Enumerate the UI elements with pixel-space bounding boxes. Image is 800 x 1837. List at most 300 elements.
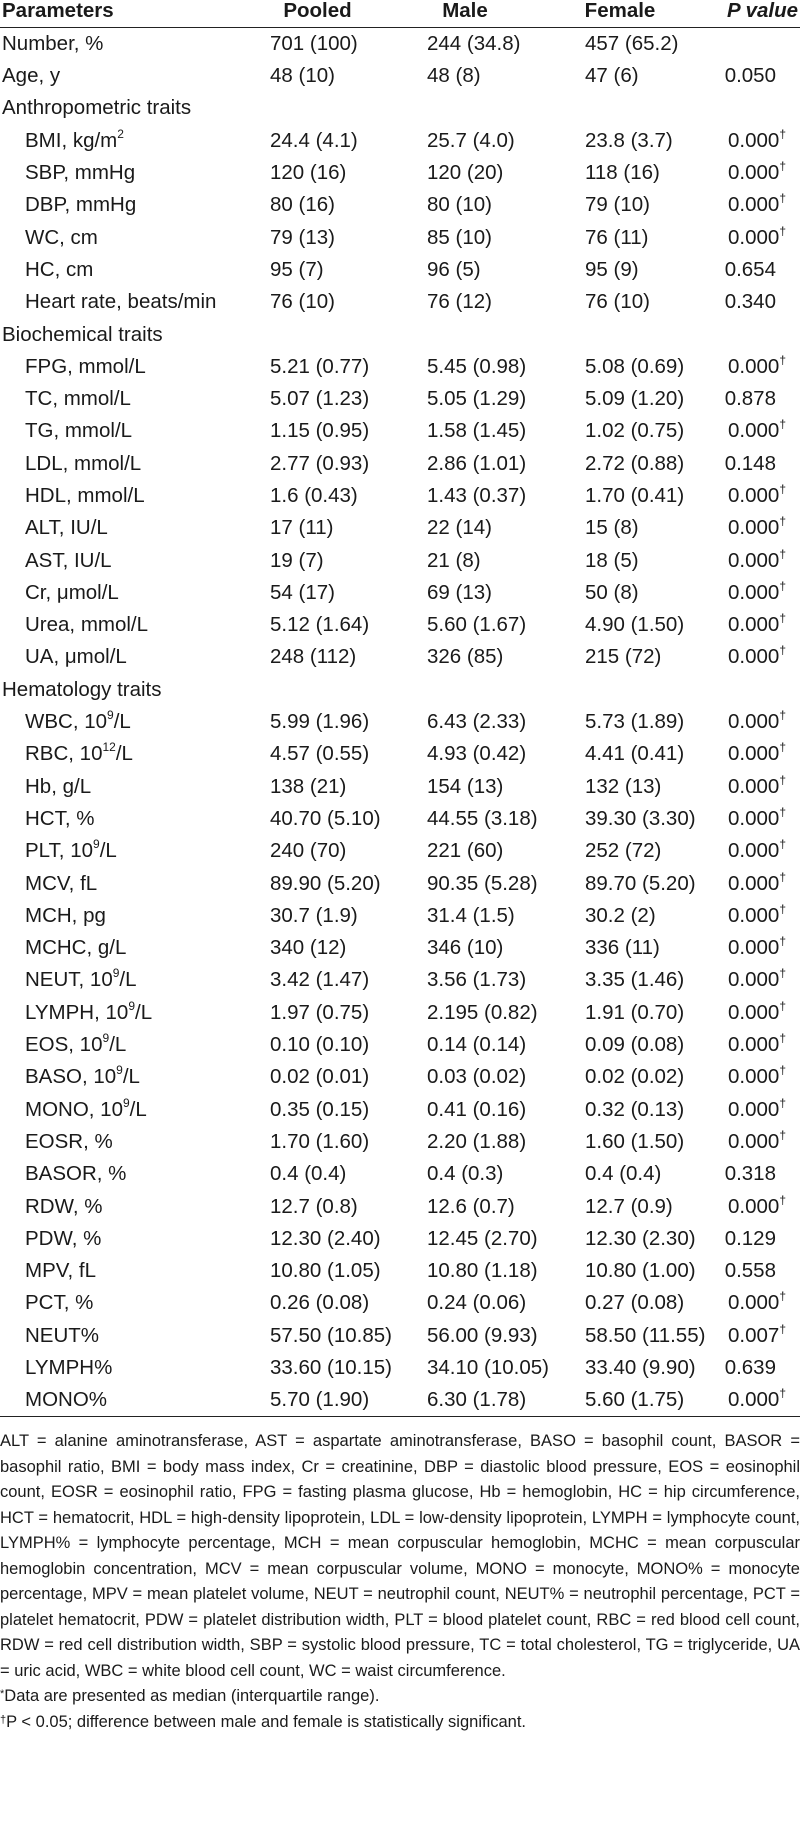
pooled-value: 1.97 (0.75): [270, 1000, 370, 1024]
significance-dagger: †: [779, 708, 786, 723]
female-value: 0.27 (0.08): [585, 1291, 685, 1315]
female-value: 0.09 (0.08): [585, 1033, 685, 1057]
female-value: 5.73 (1.89): [585, 710, 685, 734]
p-value-text: 0.318: [724, 1162, 776, 1186]
male-value: 31.4 (1.5): [427, 903, 515, 927]
significance-dagger: †: [779, 1095, 786, 1110]
header-pooled: Pooled: [250, 0, 385, 28]
median-note-text: Data are presented as median (interquartile range).: [4, 1687, 380, 1706]
p-value-text: 0.000: [728, 903, 780, 927]
p-value: [695, 1287, 800, 1319]
unit-exponent: 9: [116, 1063, 123, 1078]
p-value-text: 0.000: [728, 1033, 780, 1057]
pooled-value: 340 (12): [270, 936, 347, 960]
p-value: [695, 1061, 800, 1093]
pooled-value: 701 (100): [270, 32, 358, 55]
unit-exponent: 9: [122, 1095, 130, 1110]
significance-dagger: †: [779, 869, 786, 884]
parameter-label: [0, 835, 250, 867]
parameter-text: PLT, 10: [25, 839, 93, 863]
male-value: 80 (10): [427, 193, 492, 217]
female-value: 12.7 (0.9): [585, 1194, 673, 1218]
parameter-text: LYMPH, 10: [25, 1000, 129, 1024]
pooled-value: 79 (13): [270, 225, 335, 249]
significance-dagger: †: [779, 901, 786, 916]
female-value: 23.8 (3.7): [585, 128, 673, 152]
p-value: [695, 1190, 800, 1222]
significance-dagger: †: [779, 611, 786, 626]
p-value: [695, 1029, 800, 1061]
p-value: [695, 1384, 800, 1417]
pooled-value: 1.70 (1.60): [270, 1129, 370, 1153]
male-value: 1.58 (1.45): [427, 419, 527, 443]
p-value-text: 0.000: [728, 1065, 780, 1089]
female-value: 10.80 (1.00): [585, 1259, 696, 1283]
p-value: [695, 1126, 800, 1158]
pooled-value: 5.70 (1.90): [250, 1384, 385, 1417]
male-value: 346 (10): [427, 936, 504, 960]
pooled-value: 4.57 (0.55): [270, 742, 370, 766]
table-row: [0, 867, 800, 899]
parameter-text: LDL, mmol/L: [25, 451, 142, 475]
female-value: 15 (8): [585, 516, 639, 540]
p-value-text: 0.878: [724, 387, 776, 411]
female-value: 132 (13): [585, 774, 662, 798]
parameter-text: WC, cm: [25, 225, 98, 249]
female-value: 47 (6): [585, 64, 639, 88]
parameter-text: BASOR, %: [25, 1162, 127, 1186]
p-value-text: 0.000: [728, 645, 780, 669]
parameter-label: [0, 1061, 250, 1093]
parameter-label: [0, 641, 250, 673]
table-row: [0, 1287, 800, 1319]
p-value: [695, 771, 800, 803]
group-label: [0, 92, 250, 124]
parameter-label: [0, 771, 250, 803]
parameter-label: [0, 157, 250, 189]
parameter-label: [0, 60, 250, 92]
p-value: [695, 254, 800, 286]
parameter-label: [0, 577, 250, 609]
header-female: Female: [545, 0, 695, 28]
parameter-text: Anthropometric traits: [2, 96, 192, 120]
p-value: [695, 189, 800, 221]
unit-suffix: /L: [129, 1097, 147, 1121]
significance-dagger: †: [779, 546, 786, 561]
p-value: [695, 1320, 800, 1352]
p-value: [695, 900, 800, 932]
parameter-text: Cr, μmol/L: [25, 580, 119, 604]
female-value: 0.32 (0.13): [585, 1097, 685, 1121]
p-value: [695, 60, 800, 92]
significance-dagger: †: [779, 998, 786, 1013]
group-label: [0, 318, 250, 350]
abbreviations-note: ALT = alanine aminotransferase, AST = aspartate aminotransferase, BASO = basophil count, BASOR = basophil ratio, BMI = body mass index, Cr = creatinine, DBP = diastolic blood pressure, EOS = eosinophil count, EOSR = eosinophil ratio, FPG = fasting plasma glucose, Hb = hemoglobin, HC = hip circumference, HCT = hematocrit, HDL = high-density lipoprotein, LDL = low-density lipoprotein, LYMPH = lymphocyte count, LYMPH% = lymphocyte percentage, MCH = mean corpuscular hemoglobin, MCHC = mean corpuscular hemoglobin concentration, MCV = mean corpuscular volume, MONO = monocyte, MONO% = monocyte percentage, MPV = mean platelet volume, NEUT = neutrophil count, NEUT% = neutrophil percentage, PCT = platelet hematocrit, PDW = platelet distribution width, PLT = blood platelet count, RBC = red blood cell count, RDW = red cell distribution width, SBP = systolic blood pressure, TC = total cholesterol, TG = triglyceride, UA = uric acid, WBC = white blood cell count, WC = waist circumference.: [0, 1432, 800, 1680]
male-value: 56.00 (9.93): [427, 1323, 538, 1347]
pooled-value: 3.42 (1.47): [270, 968, 370, 992]
parameter-text: HC, cm: [25, 257, 94, 281]
parameter-label: [0, 1223, 250, 1255]
male-value: 25.7 (4.0): [427, 128, 515, 152]
pooled-value: 0.10 (0.10): [270, 1033, 370, 1057]
parameter-text: NEUT, 10: [25, 968, 113, 992]
female-value: 1.91 (0.70): [585, 1000, 685, 1024]
pooled-value: 0.35 (0.15): [270, 1097, 370, 1121]
p-value: [695, 512, 800, 544]
p-value: [695, 1255, 800, 1287]
parameter-text: Urea, mmol/L: [25, 613, 149, 637]
parameter-text: EOSR, %: [25, 1129, 113, 1153]
parameter-text: PDW, %: [25, 1226, 102, 1250]
parameter-label: [0, 125, 250, 157]
parameter-label: [0, 448, 250, 480]
empty-cell: [385, 92, 545, 124]
significance-dagger: †: [779, 837, 786, 852]
table-row: [0, 641, 800, 673]
female-value: 457 (65.2): [585, 32, 679, 55]
pooled-value: 57.50 (10.85): [270, 1323, 392, 1347]
significance-dagger: †: [779, 966, 786, 981]
p-value-text: 0.000: [728, 161, 780, 185]
significance-dagger: †: [779, 1192, 786, 1207]
parameter-label: [0, 1094, 250, 1126]
pooled-value: 1.15 (0.95): [270, 419, 370, 443]
significance-dagger: †: [779, 578, 786, 593]
table-row: [0, 254, 800, 286]
significance-dagger: †: [779, 740, 786, 755]
parameter-label: [0, 351, 250, 383]
p-value-text: 0.000: [728, 774, 780, 798]
parameter-text: ALT, IU/L: [25, 516, 108, 540]
male-value: 1.43 (0.37): [427, 484, 527, 507]
p-value-text: 0.000: [728, 1129, 780, 1153]
table-row: [0, 1352, 800, 1384]
p-value-text: 0.000: [728, 968, 780, 992]
p-value-text: 0.000: [728, 742, 780, 766]
p-value-text: 0.007: [728, 1323, 780, 1347]
parameter-label: [0, 544, 250, 576]
dagger-mark: †: [0, 1713, 7, 1726]
pooled-value: 5.21 (0.77): [270, 354, 370, 378]
empty-cell: [250, 674, 385, 706]
female-value: 50 (8): [585, 580, 639, 604]
unit-suffix: /L: [122, 1065, 140, 1089]
table-row: [0, 125, 800, 157]
parameter-label: [0, 609, 250, 641]
pooled-value: 19 (7): [270, 548, 324, 572]
parameter-text: RBC, 10: [25, 742, 103, 766]
pooled-value: 40.70 (5.10): [270, 806, 381, 830]
female-value: 0.02 (0.02): [585, 1065, 685, 1089]
unit-suffix: /L: [109, 1033, 127, 1057]
p-value-text: 0.000: [728, 354, 780, 378]
male-value: 0.14 (0.14): [427, 1033, 527, 1057]
empty-cell: [545, 92, 695, 124]
p-value: [695, 480, 800, 512]
male-value: 69 (13): [427, 580, 492, 604]
parameter-label: [0, 286, 250, 318]
p-value: [695, 609, 800, 641]
parameter-label: [0, 1029, 250, 1061]
female-value: 5.60 (1.75): [545, 1384, 695, 1417]
table-row: [0, 577, 800, 609]
p-value-text: 0.129: [724, 1226, 776, 1250]
table-row: [0, 835, 800, 867]
pooled-value: 33.60 (10.15): [270, 1356, 392, 1380]
parameter-text: LYMPH%: [25, 1356, 113, 1380]
table-row: [0, 1094, 800, 1126]
parameter-text: BASO, 10: [25, 1065, 117, 1089]
p-value-text: 0.000: [728, 1194, 780, 1218]
header-parameters: Parameters: [0, 0, 250, 28]
footnotes: [0, 1417, 800, 1735]
p-value-text: 0.000: [728, 936, 780, 960]
female-value: 215 (72): [585, 645, 662, 669]
group-row: [0, 318, 800, 350]
male-value: 5.60 (1.67): [427, 613, 527, 637]
p-value-text: 0.340: [724, 290, 776, 314]
pooled-value: 95 (7): [270, 257, 324, 281]
female-value: 118 (16): [585, 161, 660, 185]
pooled-value: 17 (11): [270, 516, 334, 540]
significance-dagger: †: [779, 1321, 786, 1336]
empty-cell: [545, 318, 695, 350]
p-value: [695, 448, 800, 480]
male-value: 34.10 (10.05): [427, 1356, 549, 1380]
parameter-text: EOS, 10: [25, 1033, 103, 1057]
header-p-value-text: P value: [726, 0, 798, 22]
parameter-text: WBC, 10: [25, 710, 108, 734]
empty-cell: [250, 92, 385, 124]
significance-dagger: †: [779, 191, 786, 206]
male-value: 4.93 (0.42): [427, 742, 527, 766]
empty-cell: [695, 92, 800, 124]
pooled-value: 12.7 (0.8): [270, 1194, 358, 1218]
parameter-text: MONO, 10: [25, 1097, 123, 1121]
unit-suffix: /L: [99, 839, 117, 863]
female-value: 79 (10): [585, 193, 650, 217]
header-p-value: [695, 0, 800, 28]
pooled-value: 5.99 (1.96): [270, 710, 370, 734]
pooled-value: 2.77 (0.93): [270, 451, 370, 475]
female-value: 0.4 (0.4): [585, 1162, 662, 1186]
p-value: [695, 1158, 800, 1190]
significance-note: [0, 1710, 800, 1736]
male-value: 0.03 (0.02): [427, 1065, 527, 1089]
female-value: 336 (11): [585, 936, 660, 960]
table-row: [0, 60, 800, 92]
pooled-value: 76 (10): [270, 290, 335, 314]
pooled-value: 12.30 (2.40): [270, 1226, 381, 1250]
p-value-text: 0.000: [728, 516, 780, 540]
parameter-label: [0, 415, 250, 447]
table-row: [0, 997, 800, 1029]
table-row: [0, 1384, 800, 1417]
male-value: 44.55 (3.18): [427, 806, 538, 830]
parameter-text: SBP, mmHg: [25, 161, 136, 185]
p-value: [695, 964, 800, 996]
pooled-value: 0.4 (0.4): [270, 1162, 347, 1186]
significance-dagger: †: [779, 643, 786, 658]
male-value: 48 (8): [427, 64, 481, 88]
parameter-text: Hb, g/L: [25, 774, 92, 798]
male-value: 22 (14): [427, 516, 492, 540]
p-value: [695, 28, 800, 61]
male-value: 76 (12): [427, 290, 492, 314]
p-value-text: 0.000: [728, 484, 780, 507]
significance-dagger: †: [779, 1127, 786, 1142]
pooled-value: 0.02 (0.01): [270, 1065, 370, 1089]
parameter-label: [0, 221, 250, 253]
parameter-label: [0, 738, 250, 770]
p-value: [695, 835, 800, 867]
parameter-text: Age, y: [2, 64, 61, 88]
parameter-text: HCT, %: [25, 806, 95, 830]
female-value: 76 (10): [585, 290, 650, 314]
female-value: 1.60 (1.50): [585, 1129, 685, 1153]
p-value: [695, 1223, 800, 1255]
parameter-text: PCT, %: [25, 1291, 94, 1315]
female-value: 95 (9): [585, 257, 639, 281]
table-row: [0, 1223, 800, 1255]
male-value: 154 (13): [427, 774, 504, 798]
unit-suffix: /L: [135, 1000, 153, 1024]
p-value: [695, 383, 800, 415]
table-row: [0, 932, 800, 964]
male-value: 0.24 (0.06): [427, 1291, 527, 1315]
female-value: 76 (11): [585, 225, 649, 249]
p-value: [695, 221, 800, 253]
significance-dagger: †: [779, 417, 786, 432]
asterisk-mark: *: [0, 1688, 5, 1701]
female-value: 2.72 (0.88): [585, 451, 685, 475]
empty-cell: [695, 674, 800, 706]
parameter-label: [0, 803, 250, 835]
table-row: [0, 771, 800, 803]
p-value-text: 0.050: [724, 64, 776, 88]
median-note: [0, 1684, 800, 1710]
table-row: [0, 351, 800, 383]
pooled-value: 80 (16): [270, 193, 335, 217]
parameter-label: [0, 1352, 250, 1384]
table-row: [0, 1061, 800, 1093]
parameter-label: [0, 932, 250, 964]
table-row: [0, 480, 800, 512]
female-value: 89.70 (5.20): [585, 871, 696, 895]
parameter-label: [0, 867, 250, 899]
unit-suffix: /L: [115, 742, 133, 766]
parameter-label: [0, 28, 250, 61]
pooled-value: 89.90 (5.20): [270, 871, 381, 895]
table-row: [0, 157, 800, 189]
table-row: [0, 1126, 800, 1158]
female-value: 18 (5): [585, 548, 639, 572]
p-value-text: 0.000: [728, 548, 780, 572]
parameter-text: TG, mmol/L: [25, 419, 133, 443]
significance-dagger: †: [779, 804, 786, 819]
significance-dagger: †: [779, 482, 786, 496]
female-value: 5.09 (1.20): [585, 387, 685, 411]
pooled-value: 54 (17): [270, 580, 335, 604]
male-value: 10.80 (1.18): [427, 1259, 538, 1283]
male-value: 0.41 (0.16): [427, 1097, 527, 1121]
table-row: [0, 1255, 800, 1287]
female-value: 1.70 (0.41): [585, 484, 685, 507]
p-value-text: 0.000: [728, 193, 780, 217]
parameter-text: UA, μmol/L: [25, 645, 127, 669]
parameter-text: MCHC, g/L: [25, 936, 127, 960]
male-value: 2.195 (0.82): [427, 1000, 538, 1024]
p-value-text: 0.000: [728, 806, 780, 830]
male-value: 6.43 (2.33): [427, 710, 527, 734]
table-row: [0, 1320, 800, 1352]
pooled-value: 1.6 (0.43): [270, 484, 358, 507]
p-value-text: 0.000: [728, 1291, 780, 1315]
p-value: [695, 706, 800, 738]
significance-dagger: †: [779, 1289, 786, 1304]
parameter-label: [0, 480, 250, 512]
parameter-text: AST, IU/L: [25, 548, 112, 572]
significance-note-text: P < 0.05; difference between male and female is statistically significant.: [6, 1712, 527, 1731]
significance-dagger: †: [779, 159, 786, 174]
unit-exponent: 9: [112, 966, 120, 981]
unit-exponent: 9: [93, 837, 100, 852]
significance-dagger: †: [779, 1063, 786, 1078]
pooled-value: 30.7 (1.9): [270, 903, 358, 927]
parameter-text: Heart rate, beats/min: [25, 290, 217, 314]
significance-dagger: †: [779, 1031, 786, 1046]
parameter-label: [0, 964, 250, 996]
table-row: [0, 964, 800, 996]
significance-dagger: †: [779, 772, 786, 787]
parameter-label: [0, 900, 250, 932]
parameter-text: Hematology traits: [2, 677, 162, 701]
p-value: [695, 544, 800, 576]
parameter-text: HDL, mmol/L: [25, 484, 145, 507]
table-row: [0, 448, 800, 480]
table-header: [0, 0, 800, 28]
p-value: [695, 286, 800, 318]
male-value: 6.30 (1.78): [385, 1384, 545, 1417]
empty-cell: [545, 674, 695, 706]
unit-suffix: /L: [119, 968, 137, 992]
p-value: [695, 415, 800, 447]
pooled-value: 248 (112): [270, 645, 357, 669]
empty-cell: [695, 318, 800, 350]
p-value: [695, 738, 800, 770]
unit-exponent: 12: [102, 740, 116, 755]
p-value-text: 0.000: [728, 1097, 780, 1121]
male-value: 2.20 (1.88): [427, 1129, 527, 1153]
female-value: 39.30 (3.30): [585, 806, 696, 830]
p-value: [695, 125, 800, 157]
male-value: 12.6 (0.7): [427, 1194, 515, 1218]
parameter-text: RDW, %: [25, 1194, 103, 1218]
significance-dagger: †: [779, 126, 786, 141]
table-row: [0, 706, 800, 738]
table-row: [0, 415, 800, 447]
p-value: [695, 157, 800, 189]
pooled-value: 120 (16): [270, 161, 347, 185]
male-value: 21 (8): [427, 548, 481, 572]
significance-dagger: †: [779, 352, 786, 367]
parameter-text: MONO%: [25, 1388, 107, 1412]
pooled-value: 5.12 (1.64): [270, 613, 370, 637]
parameter-label: [0, 706, 250, 738]
p-value-text: 0.000: [728, 128, 780, 152]
male-value: 85 (10): [427, 225, 492, 249]
empty-cell: [385, 674, 545, 706]
